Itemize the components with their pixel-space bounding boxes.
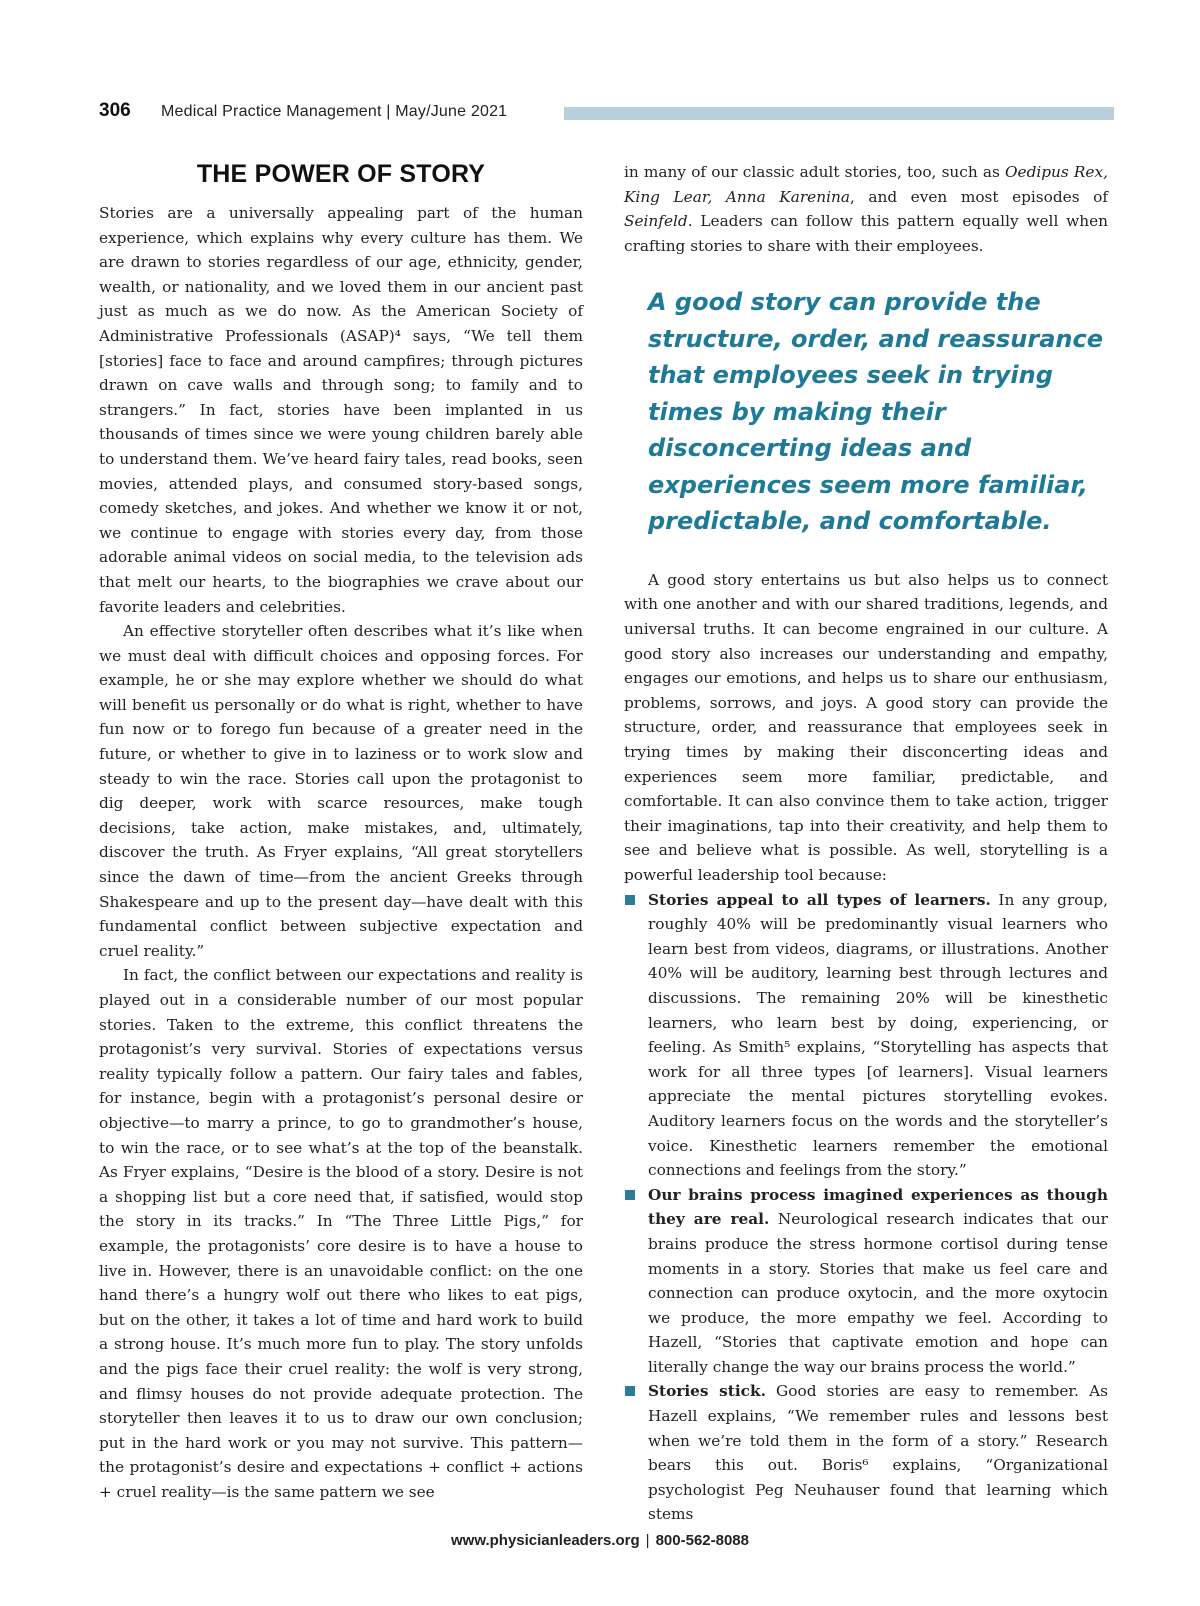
list-item bbox=[624, 1183, 1108, 1380]
list-item bbox=[624, 888, 1108, 1183]
bullet-text: Neurological research indicates that our brains produce the stress hormone cortisol during tense moments in a story. Stories that make us feel care and connection can produce oxytocin, and the more oxytocin we produce, the more empathy we feel. According to Hazell, “Stories that captivate emotion and hope can literally change the way our brains process the world.” bbox=[648, 1210, 1108, 1376]
website-link[interactable]: www.physicianleaders.org bbox=[451, 1532, 640, 1549]
paragraph: In fact, the conflict between our expectations and reality is played out in a considerable number of our most popular stories. Taken to the extreme, this conflict threatens the protagonist’s very survival. Stories of expectations versus reality typically follow a pattern. Our fairy tales and fables, for instance, begin with a protagonist’s personal desire or objective—to marry a prince, to go to grandmother’s house, to win the race, or to see what’s at the top of the beanstalk. As Fryer explains, “Desire is the blood of a story. Desire is not a shopping list but a core need that, if satisfied, would stop the story in its tracks.” In “The Three Little Pigs,” for example, the protagonists’ core desire is to have a house to live in. However, there is an unavoidable conflict: on the one hand there’s a hungry wolf out there who likes to eat pigs, but on the other, it takes a lot of time and hard work to build a strong house. It’s much more fun to play. The story unfolds and the pigs face their cruel reality: the wolf is very strong, and flimsy houses do not provide adequate protection. The storyteller then leaves it to us to draw our own conclusion; put in the hard work or you may not survive. This pattern—the protagonist’s desire and expectations + conflict + actions + cruel reality—is the same pattern we see bbox=[99, 966, 583, 1501]
page-header bbox=[99, 100, 1113, 126]
section-title: THE POWER OF STORY bbox=[196, 160, 486, 188]
right-column bbox=[624, 160, 1108, 1527]
pull-quote: A good story can provide the structure, order, and reassurance that employees seek in trying times by making their disconcerting ideas and experiences seem more familiar, predictable, and comfortable. bbox=[648, 288, 1104, 536]
paragraph-continued bbox=[624, 160, 1108, 258]
square-bullet-icon bbox=[625, 895, 635, 905]
work-title: Seinfeld bbox=[624, 212, 688, 231]
text-run: . Leaders can follow this pattern equally well when crafting stories to share with their employees. bbox=[624, 212, 1108, 255]
square-bullet-icon bbox=[625, 1190, 635, 1200]
bullet-list bbox=[624, 888, 1108, 1527]
paragraph: A good story entertains us but also helps us to connect with one another and with our shared traditions, legends, and universal truths. It can become engrained in our culture. A good story also increases our understanding and empathy, engages our emotions, and helps us to share our enthusiasm, problems, sorrows, and joys. A good story can provide the structure, order, and reassurance that employees seek in trying times by making their disconcerting ideas and experiences seem more familiar, predictable, and comfortable. It can also convince them to take action, trigger their imaginations, tap into their creativity, and help them to see and believe what is possible. As well, storytelling is a powerful leadership tool because: bbox=[624, 570, 1108, 884]
list-item bbox=[624, 1379, 1108, 1527]
bullet-lead: Stories stick. bbox=[648, 1382, 766, 1401]
journal-title: Medical Practice Management | May/June 2021 bbox=[161, 103, 508, 120]
square-bullet-icon bbox=[625, 1386, 635, 1396]
bullet-text: In any group, roughly 40% will be predominantly visual learners who learn best from videos, diagrams, or illustrations. Another 40% will be auditory, learning best through lectures and discussions. The remaining 20% will be kinesthetic learners, who learn best by doing, experiencing, or feeling. As Smith⁵ explains, “Storytelling has aspects that work for all three types [of learners]. Visual learners appreciate the mental pictures storytelling evokes. Auditory learners focus on the words and the storyteller’s voice. Kinesthetic learners remember the emotional connections and feelings from the story.” bbox=[648, 890, 1108, 1180]
page-number: 306 bbox=[99, 100, 131, 121]
bullet-lead: Stories appeal to all types of learners. bbox=[648, 890, 991, 909]
left-column bbox=[99, 160, 583, 1504]
work-title: Oedipus Rex, King Lear, Anna Karenina bbox=[624, 163, 1108, 206]
paragraph: Stories are a universally appealing part of the human experience, which explains why every culture has them. We are drawn to stories regardless of our age, ethnicity, gender, wealth, or nationality, and we loved them in our ancient past just as much as we do now. As the American Society of Administrative Professionals (ASAP)⁴ says, “We tell them [stories] face to face and around campfires; through pictures drawn on cave walls and through song; to family and to strangers.” In fact, stories have been implanted in us thousands of times since we were young children barely able to understand them. We’ve heard fairy tales, read books, seen movies, attended plays, and consumed story-based songs, comedy sketches, and jokes. And whether we know it or not, we continue to engage with stories every day, from those adorable animal videos on social media, to the television ads that melt our hearts, to the biographies we crave about our favorite leaders and celebrities. bbox=[99, 204, 583, 616]
page-footer bbox=[0, 1532, 1200, 1549]
bullet-lead: Our brains process imagined experiences as though they are real. bbox=[648, 1185, 1108, 1229]
footer-separator: | bbox=[645, 1532, 650, 1549]
text-run: , and even most episodes of bbox=[849, 187, 1108, 206]
text-run: in many of our classic adult stories, too, such as bbox=[624, 163, 1005, 181]
paragraph: An effective storyteller often describes what it’s like when we must deal with difficult choices and opposing forces. For example, he or she may explore whether we should do what will benefit us personally or do what is right, whether to have fun now or to forego fun because of a greater need in the future, or whether to give in to laziness or to work slow and steady to win the race. Stories call upon the protagonist to dig deeper, work with scarce resources, make tough decisions, take action, make mistakes, and, ultimately, discover the truth. As Fryer explains, “All great storytellers since the dawn of time—from the ancient Greeks through Shakespeare and up to the present day—have dealt with this fundamental conflict between subjective expectation and cruel reality.” bbox=[99, 622, 583, 960]
header-rule-bar bbox=[564, 107, 1114, 120]
phone-number: 800-562-8088 bbox=[655, 1532, 749, 1549]
bullet-text: Good stories are easy to remember. As Hazell explains, “We remember rules and lessons best when we’re told them in the form of a story.” Research bears this out. Boris⁶ explains, “Organizational psychologist Peg Neuhauser found that learning which stems bbox=[648, 1382, 1108, 1524]
